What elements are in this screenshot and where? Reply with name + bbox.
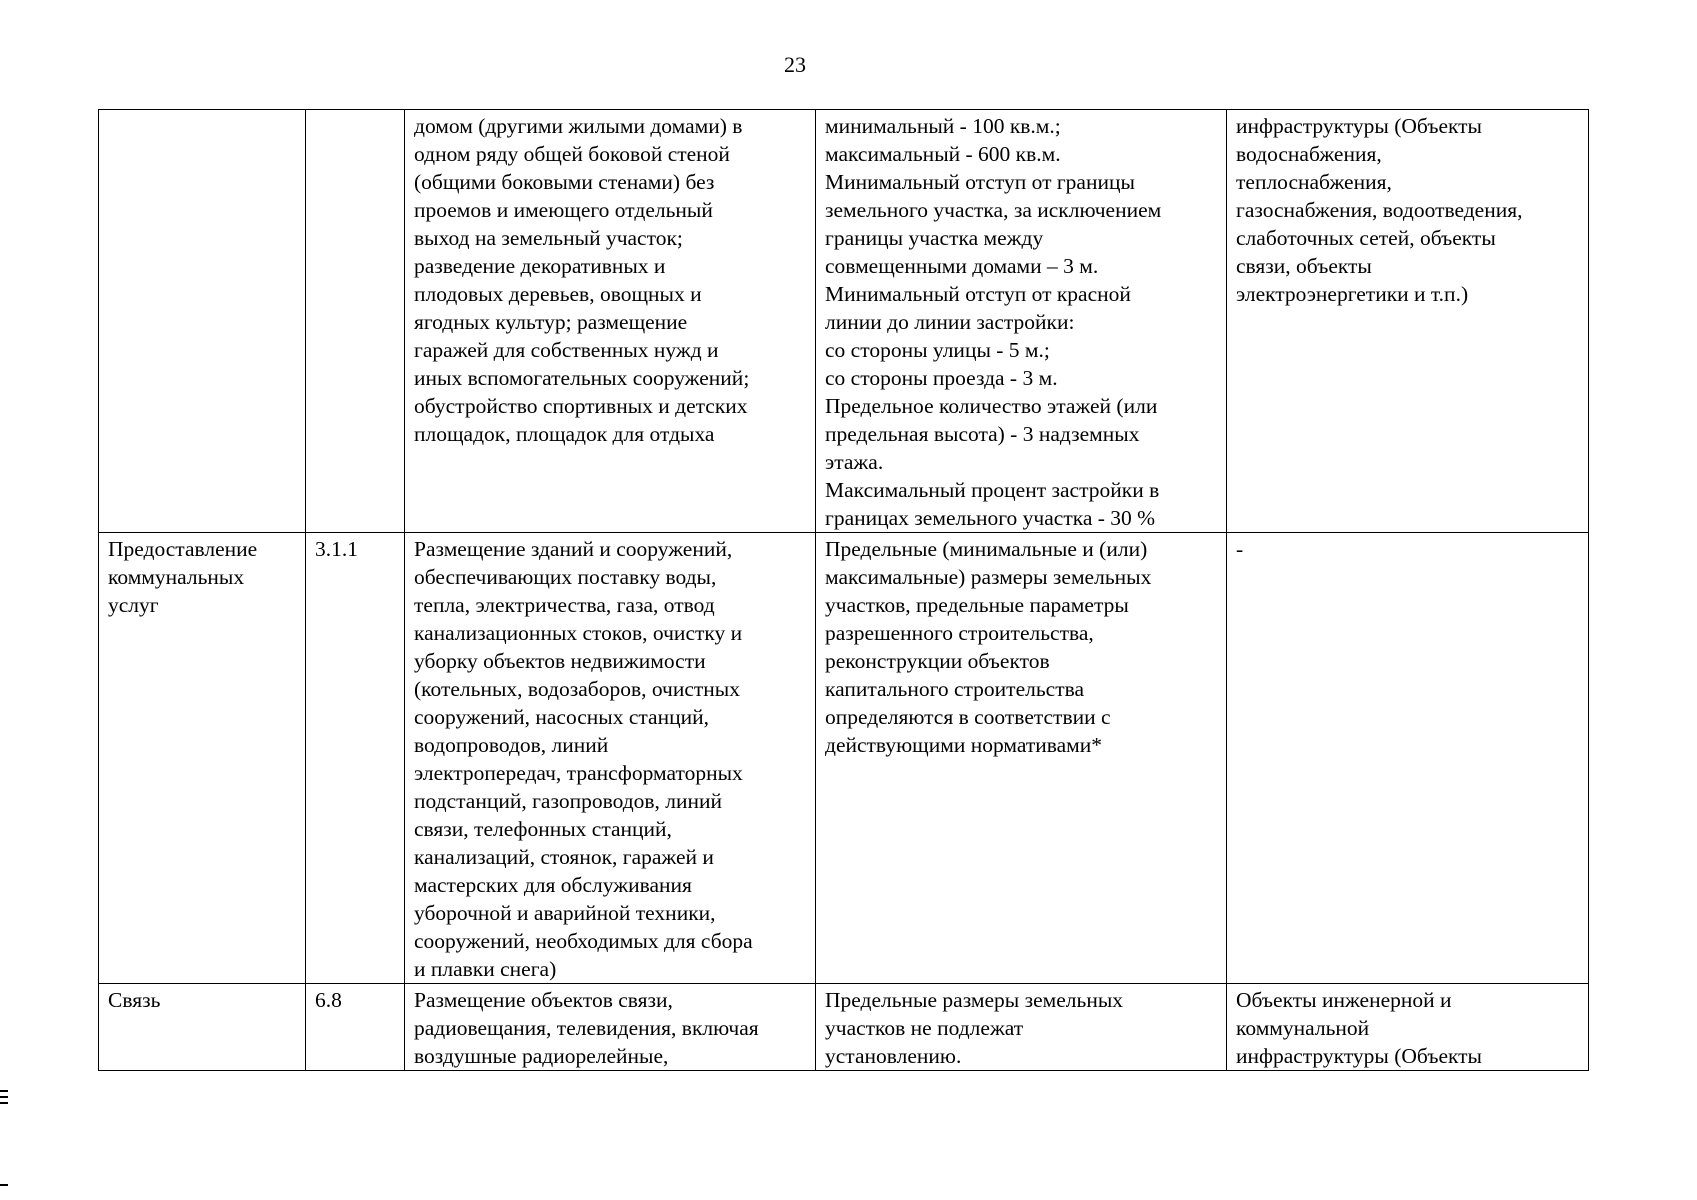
scan-edge-mark bbox=[0, 1102, 8, 1104]
land-use-description-cell: Размещение зданий и сооружений, обеспечивающих поставку воды, тепла, электричества, газа, отвод канализационных стоков, очистку и уборку объектов недвижимости (котельных, водозаборов, очистных сооружений, насосных станций, водопроводов, линий электропередач, трансформаторных подстанций, газопроводов, линий связи, телефонных станций, канализаций, стоянок, гаражей и мастерских для обслуживания уборочной и аварийной техники, сооружений, необходимых для сбора и плавки снега) bbox=[405, 533, 816, 984]
scan-edge-mark bbox=[0, 1090, 8, 1092]
land-use-description-cell: домом (другими жилыми домами) в одном ряду общей боковой стеной (общими боковыми стенами) без проемов и имеющего отдельный выход на земельный участок; разведение декоративных и плодовых деревьев, овощных и ягодных культур; размещение гаражей для собственных нужд и иных вспомогательных сооружений; обустройство спортивных и детских площадок, площадок для отдыха bbox=[405, 110, 816, 533]
land-use-parameters-cell: Предельные (минимальные и (или) максимальные) размеры земельных участков, предельные параметры разрешенного строительства, реконструкции объектов капитального строительства определяются в соответствии с действующими нормативами* bbox=[816, 533, 1227, 984]
land-use-parameters-cell: минимальный - 100 кв.м.; максимальный - 600 кв.м. Минимальный отступ от границы земельного участка, за исключением границы участка между совмещенными домами – 3 м. Минимальный отступ от красной линии до линии застройки: со стороны улицы - 5 м.; со стороны проезда - 3 м. Предельное количество этажей (или предельная высота) - 3 надземных этажа. Максимальный процент застройки в границах земельного участка - 30 % bbox=[816, 110, 1227, 533]
scan-edge-mark bbox=[0, 1096, 8, 1098]
land-use-description-cell: Размещение объектов связи, радиовещания, телевидения, включая воздушные радиорелейные, bbox=[405, 984, 816, 1071]
land-use-name-cell: Связь bbox=[99, 984, 306, 1071]
land-use-code-cell bbox=[306, 110, 405, 533]
land-use-parameters-cell: Предельные размеры земельных участков не подлежат установлению. bbox=[816, 984, 1227, 1071]
land-use-infrastructure-cell: инфраструктуры (Объекты водоснабжения, теплоснабжения, газоснабжения, водоотведения, слаботочных сетей, объекты связи, объекты электроэнергетики и т.п.) bbox=[1227, 110, 1589, 533]
scan-edge-mark bbox=[0, 1184, 8, 1186]
table-row bbox=[99, 533, 1589, 984]
land-use-infrastructure-cell: Объекты инженерной и коммунальной инфраструктуры (Объекты bbox=[1227, 984, 1589, 1071]
land-use-infrastructure-cell: - bbox=[1227, 533, 1589, 984]
table-row bbox=[99, 110, 1589, 533]
table-row bbox=[99, 984, 1589, 1071]
land-use-code-cell: 6.8 bbox=[306, 984, 405, 1071]
land-use-name-cell: Предоставление коммунальных услуг bbox=[99, 533, 306, 984]
page-number: 23 bbox=[784, 52, 806, 77]
zoning-table bbox=[98, 109, 1589, 1071]
land-use-code-cell: 3.1.1 bbox=[306, 533, 405, 984]
land-use-name-cell bbox=[99, 110, 306, 533]
